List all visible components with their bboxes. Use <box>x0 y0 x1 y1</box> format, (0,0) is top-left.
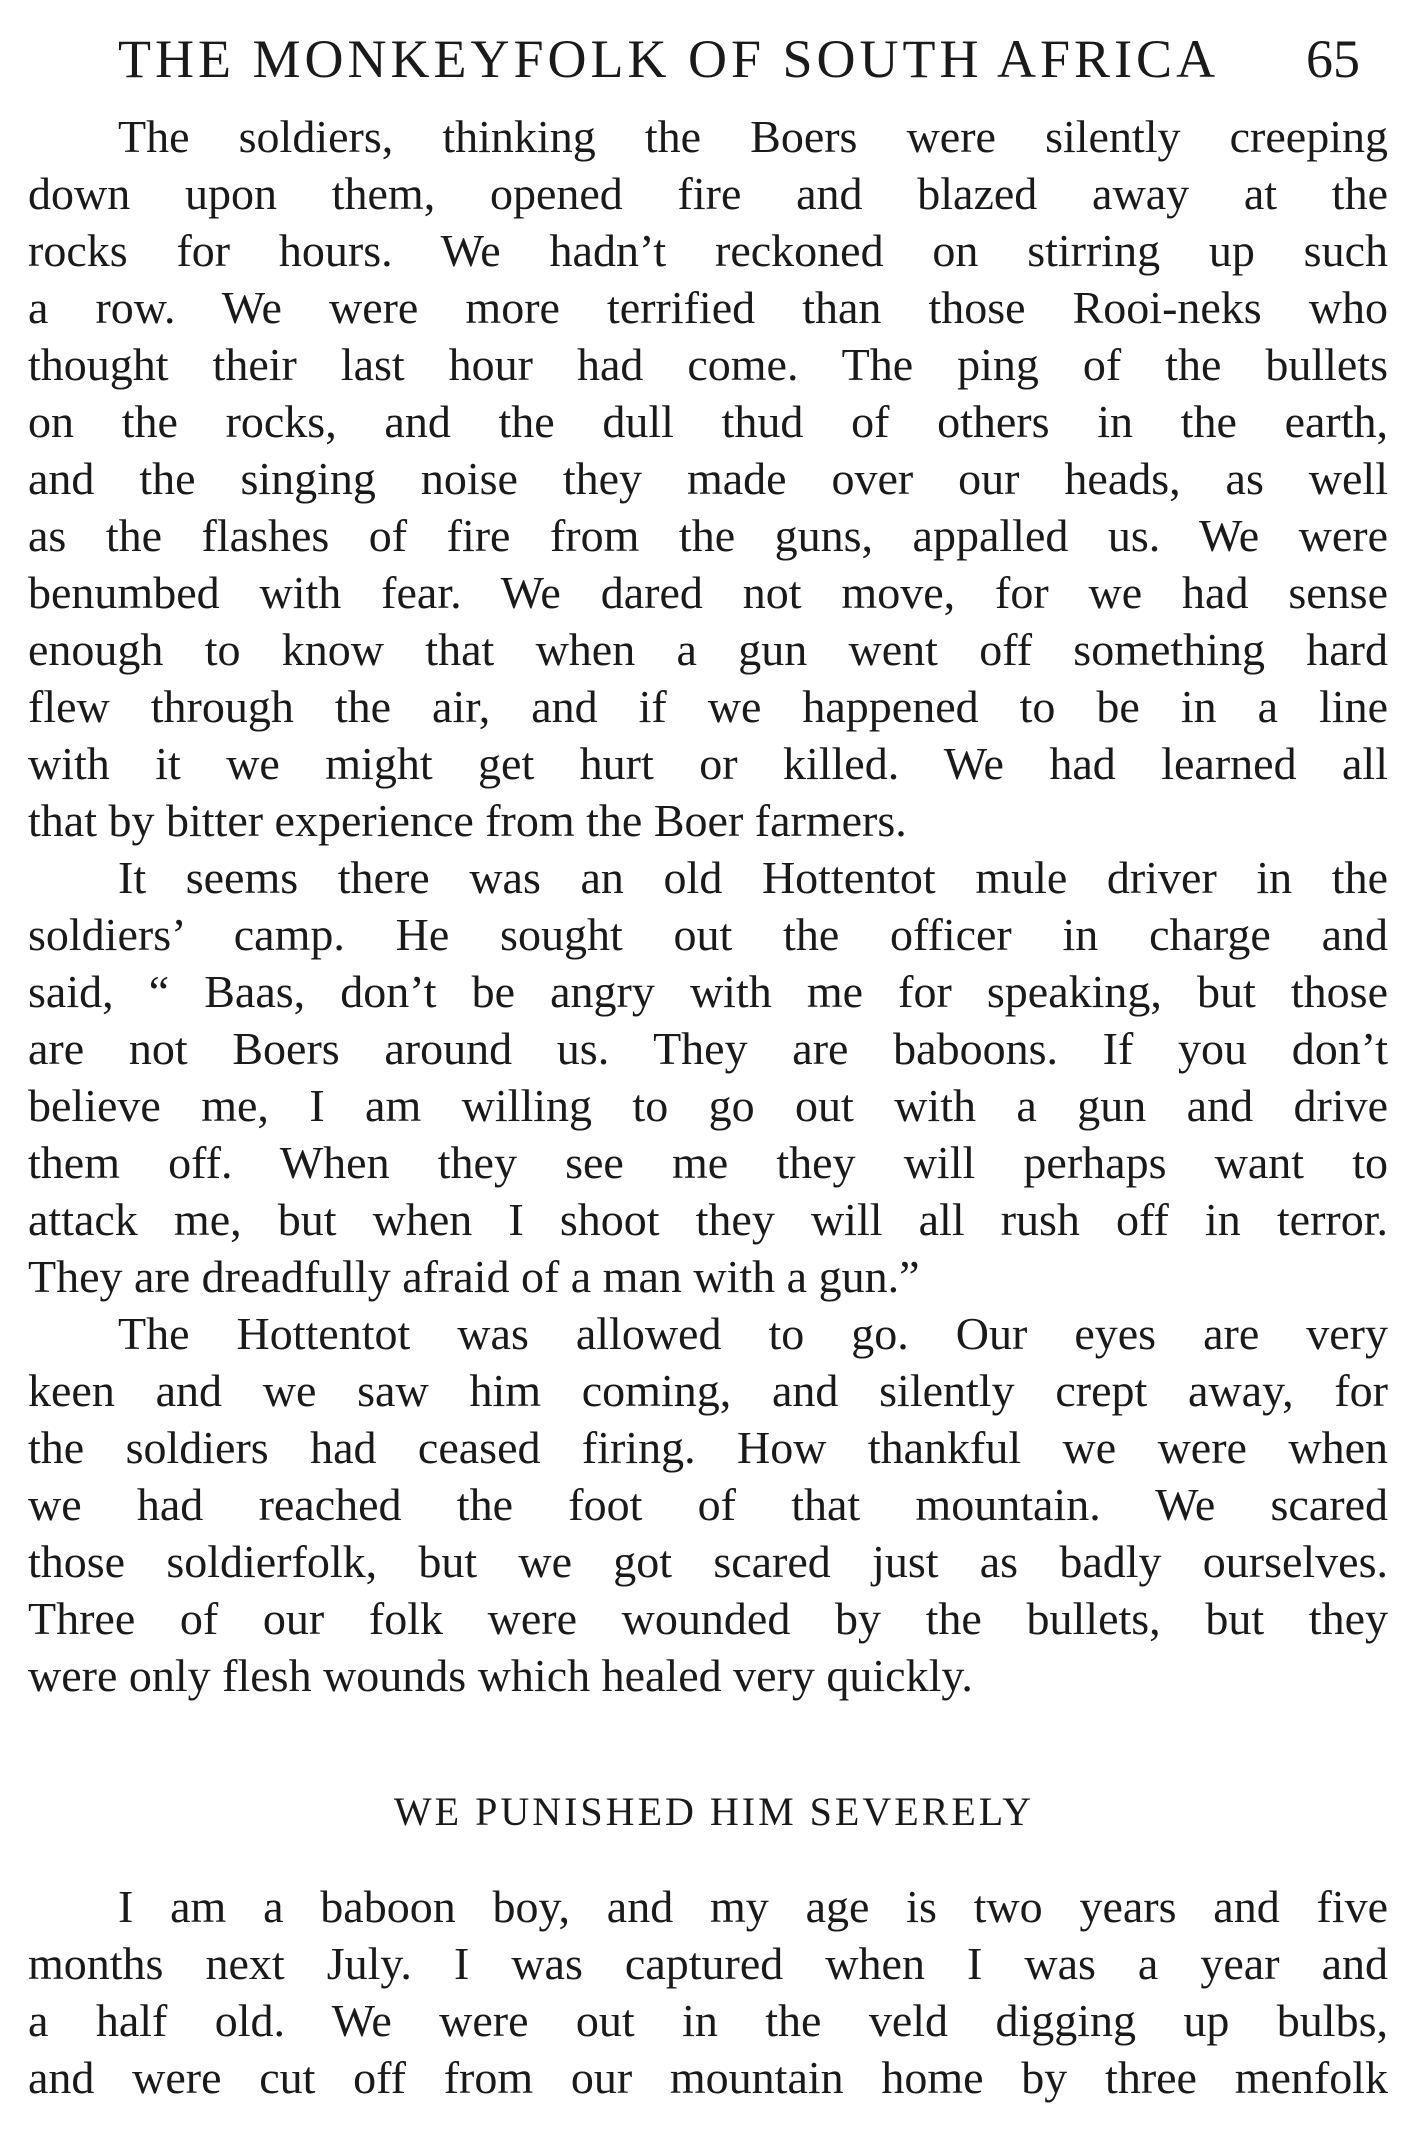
text-line: attack me, but when I shoot they will all rush off in terror. <box>28 1194 1388 1245</box>
section-heading: WE PUNISHED HIM SEVERELY <box>393 1789 1035 1834</box>
text-line: flew through the air, and if we happened to be in a line <box>28 681 1388 732</box>
text-line: the soldiers had ceased firing. How thankful we were when <box>28 1422 1388 1473</box>
text-line: said, “ Baas, don’t be angry with me for speaking, but those <box>28 966 1388 1017</box>
text-line: They are dreadfully afraid of a man with a gun.” <box>28 1251 920 1302</box>
running-title: THE MONKEYFOLK OF SOUTH AFRICA <box>118 29 1220 89</box>
text-line: are not Boers around us. They are baboons. If you don’t <box>28 1023 1388 1074</box>
text-line: The Hottentot was allowed to go. Our eyes are very <box>118 1308 1388 1359</box>
text-line: soldiers’ camp. He sought out the officer in charge and <box>28 909 1388 960</box>
page-number: 65 <box>1306 29 1360 89</box>
text-line: thought their last hour had come. The ping of the bullets <box>28 339 1388 390</box>
paragraph-soldiers-fire <box>28 108 1388 849</box>
text-line: Three of our folk were wounded by the bullets, but they <box>28 1593 1388 1644</box>
text-line: benumbed with fear. We dared not move, for we had sense <box>28 567 1388 618</box>
text-line: keen and we saw him coming, and silently crept away, for <box>28 1365 1388 1416</box>
paragraph-baboon-boy <box>28 1878 1388 2106</box>
text-line: a row. We were more terrified than those Rooi-neks who <box>28 282 1388 333</box>
text-line: and the singing noise they made over our heads, as well <box>28 453 1388 504</box>
text-line: months next July. I was captured when I was a year and <box>28 1938 1388 1989</box>
text-line: them off. When they see me they will perhaps want to <box>28 1137 1388 1188</box>
text-line: as the flashes of fire from the guns, appalled us. We were <box>28 510 1388 561</box>
text-line: those soldierfolk, but we got scared just as badly ourselves. <box>28 1536 1388 1587</box>
text-line: The soldiers, thinking the Boers were silently creeping <box>118 111 1388 162</box>
text-line: on the rocks, and the dull thud of others in the earth, <box>28 396 1388 447</box>
text-line: believe me, I am willing to go out with a gun and drive <box>28 1080 1388 1131</box>
text-line: and were cut off from our mountain home by three menfolk <box>28 2052 1388 2103</box>
paragraph-hottentot-driver <box>28 849 1388 1305</box>
text-line: rocks for hours. We hadn’t reckoned on stirring up such <box>28 225 1388 276</box>
text-line: enough to know that when a gun went off something hard <box>28 624 1388 675</box>
paragraph-retreat <box>28 1305 1388 1704</box>
running-head <box>40 14 1388 104</box>
text-line: we had reached the foot of that mountain. We scared <box>28 1479 1388 1530</box>
text-line: with it we might get hurt or killed. We had learned all <box>28 738 1388 789</box>
text-line: that by bitter experience from the Boer farmers. <box>28 795 907 846</box>
text-line: were only flesh wounds which healed very quickly. <box>28 1650 973 1701</box>
text-line: a half old. We were out in the veld digging up bulbs, <box>28 1995 1388 2046</box>
text-line: down upon them, opened fire and blazed away at the <box>28 168 1388 219</box>
text-line: I am a baboon boy, and my age is two years and five <box>118 1881 1388 1932</box>
text-line: It seems there was an old Hottentot mule driver in the <box>118 852 1388 903</box>
